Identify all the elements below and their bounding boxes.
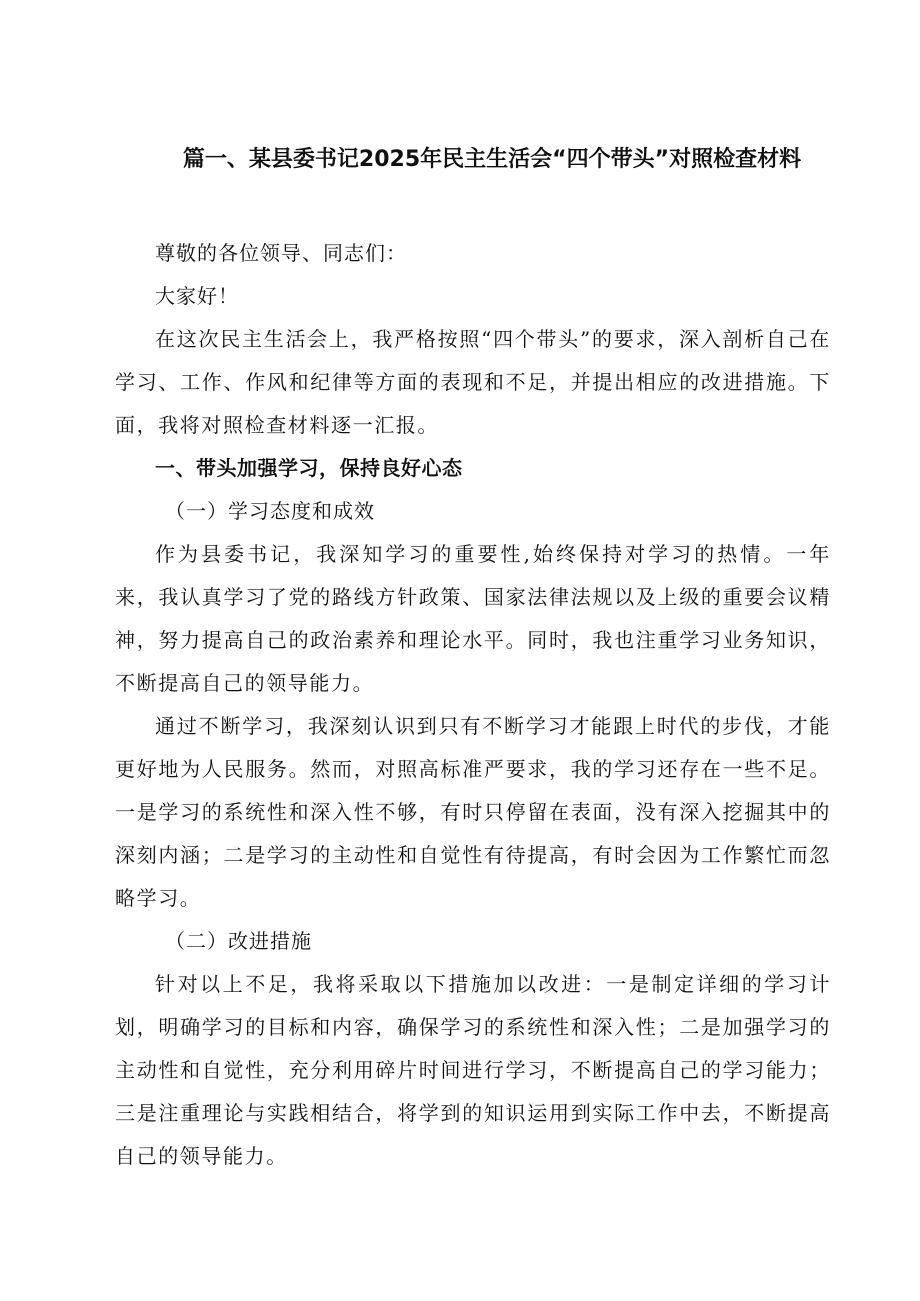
- document-body: [115, 232, 831, 1178]
- paragraph-improvement-measures: 针对以上不足，我将采取以下措施加以改进：一是制定详细的学习计划，明确学习的目标和内容，确保学习的系统性和深入性；二是加强学习的主动性和自觉性，充分利用碎片时间进行学习，不断提高自己的学习能力；三是注重理论与实践相结合，将学到的知识运用到实际工作中去，不断提高自己的领导能力。: [115, 972, 831, 1168]
- greeting: 大家好！: [155, 284, 239, 308]
- paragraph-study-shortcomings: 通过不断学习，我深刻认识到只有不断学习才能跟上时代的步伐，才能更好地为人民服务。然而，对照高标准严要求，我的学习还存在一些不足。一是学习的系统性和深入性不够，有时只停留在表面，没有深入挖掘其中的深刻内涵；二是学习的主动性和自觉性有待提高，有时会因为工作繁忙而忽略学习。: [115, 714, 831, 910]
- section-heading-1: 一、带头加强学习，保持良好心态: [155, 456, 463, 480]
- document-title: 篇一、某县委书记2025年民主生活会“四个带头”对照检查材料: [182, 147, 802, 172]
- subsection-heading-2: （二）改进措施: [165, 929, 312, 953]
- subsection-heading-1: （一）学习态度和成效: [165, 499, 375, 523]
- paragraph-study-attitude: 作为县委书记，我深知学习的重要性,始终保持对学习的热情。一年来，我认真学习了党的路线方针政策、国家法律法规以及上级的重要会议精神，努力提高自己的政治素养和理论水平。同时，我也注重学习业务知识，不断提高自己的领导能力。: [115, 542, 831, 695]
- intro-paragraph: 在这次民主生活会上，我严格按照“四个带头”的要求，深入剖析自己在学习、工作、作风和纪律等方面的表现和不足，并提出相应的改进措施。下面，我将对照检查材料逐一汇报。: [115, 327, 831, 437]
- salutation: 尊敬的各位领导、同志们：: [155, 241, 407, 265]
